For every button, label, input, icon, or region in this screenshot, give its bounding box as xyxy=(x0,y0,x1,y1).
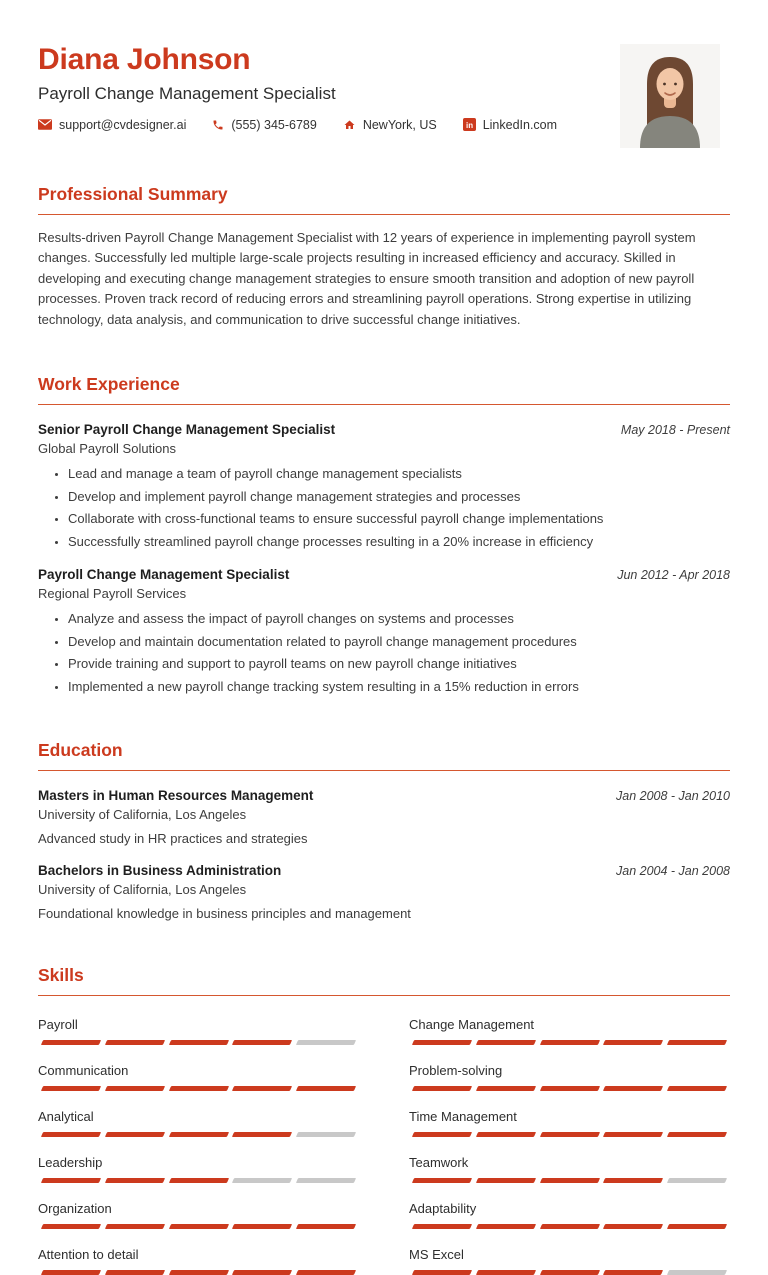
section-summary xyxy=(38,184,730,331)
skill-level-bar xyxy=(38,1270,359,1275)
skill-level-bar xyxy=(409,1086,730,1091)
skill-bar-segment-filled xyxy=(41,1132,101,1137)
skill-bar-segment-filled xyxy=(539,1040,599,1045)
job-dates: Jun 2012 - Apr 2018 xyxy=(617,568,730,583)
skill-name: Teamwork xyxy=(409,1154,469,1170)
skill-bar-segment-empty xyxy=(296,1178,356,1183)
job-bullets xyxy=(38,465,730,550)
skill-level-bar xyxy=(409,1178,730,1183)
skill-name: Attention to detail xyxy=(38,1246,139,1262)
skill-bar-segment-filled xyxy=(539,1270,599,1275)
skill-bar-segment-filled xyxy=(539,1132,599,1137)
skill-level-bar xyxy=(409,1040,730,1045)
bullet-item: • Collaborate with cross-functional teams to ensure successful payroll change implementations xyxy=(68,510,730,528)
skill-bar-segment-filled xyxy=(41,1178,101,1183)
skill-item xyxy=(409,1201,730,1229)
skill-bar-segment-filled xyxy=(476,1040,536,1045)
job-entry xyxy=(38,567,730,695)
skill-bar-segment-filled xyxy=(412,1040,472,1045)
job-title: Senior Payroll Change Management Specialist xyxy=(38,422,336,438)
degree-title: Bachelors in Business Administration xyxy=(38,862,282,878)
contact-email-text: support@cvdesigner.ai xyxy=(59,117,187,132)
skill-name: Payroll xyxy=(38,1016,78,1032)
skill-bar-segment-filled xyxy=(412,1132,472,1137)
skill-bar-segment-filled xyxy=(476,1132,536,1137)
svg-text:in: in xyxy=(465,120,473,130)
skill-item xyxy=(38,1063,359,1091)
skill-bar-segment-filled xyxy=(105,1040,165,1045)
education-dates: Jan 2004 - Jan 2008 xyxy=(616,863,730,878)
skill-bar-segment-filled xyxy=(232,1132,292,1137)
skill-name: Leadership xyxy=(38,1154,103,1170)
section-skills xyxy=(38,965,730,1275)
section-experience xyxy=(38,374,730,695)
skill-bar-segment-filled xyxy=(41,1040,101,1045)
skill-name: Analytical xyxy=(38,1108,94,1124)
contact-location[interactable] xyxy=(343,118,437,132)
skill-bar-segment-filled xyxy=(168,1178,228,1183)
education-heading: Education xyxy=(38,740,730,771)
skills-grid xyxy=(38,999,730,1275)
education-school: University of California, Los Angeles xyxy=(38,881,247,897)
skill-bar-segment-filled xyxy=(168,1040,228,1045)
summary-heading: Professional Summary xyxy=(38,184,730,215)
skill-item xyxy=(38,1017,359,1045)
skill-bar-segment-filled xyxy=(232,1086,292,1091)
skill-bar-segment-filled xyxy=(105,1086,165,1091)
skill-name: MS Excel xyxy=(409,1246,464,1262)
education-dates: Jan 2008 - Jan 2010 xyxy=(616,788,730,803)
bullet-item: • Lead and manage a team of payroll change management specialists xyxy=(68,465,730,483)
skill-bar-segment-filled xyxy=(232,1224,292,1229)
skill-bar-segment-filled xyxy=(168,1270,228,1275)
skill-bar-segment-filled xyxy=(412,1270,472,1275)
skill-bar-segment-filled xyxy=(603,1224,663,1229)
education-note: Advanced study in HR practices and strategies xyxy=(38,830,308,846)
skill-bar-segment-filled xyxy=(232,1270,292,1275)
skill-bar-segment-filled xyxy=(667,1086,727,1091)
education-entry xyxy=(38,863,730,921)
skill-bar-segment-empty xyxy=(296,1132,356,1137)
job-entry xyxy=(38,422,730,550)
skill-bar-segment-filled xyxy=(539,1086,599,1091)
education-school: University of California, Los Angeles xyxy=(38,806,247,822)
education-entry xyxy=(38,788,730,846)
resume-header xyxy=(38,44,730,132)
skill-bar-segment-filled xyxy=(105,1132,165,1137)
skill-name: Communication xyxy=(38,1062,129,1078)
email-icon xyxy=(38,119,52,130)
skill-bar-segment-empty xyxy=(667,1270,727,1275)
skill-bar-segment-filled xyxy=(603,1040,663,1045)
skill-item xyxy=(38,1155,359,1183)
home-icon xyxy=(343,119,356,131)
profile-photo xyxy=(620,44,720,148)
skill-name: Time Management xyxy=(409,1108,517,1124)
bullet-item: • Successfully streamlined payroll change processes resulting in a 20% increase in efficiency xyxy=(68,533,730,551)
bullet-item: • Analyze and assess the impact of payroll changes on systems and processes xyxy=(68,610,730,628)
skill-bar-segment-filled xyxy=(412,1086,472,1091)
skill-bar-segment-filled xyxy=(476,1178,536,1183)
skill-bar-segment-empty xyxy=(667,1178,727,1183)
skill-bar-segment-filled xyxy=(412,1224,472,1229)
skill-item xyxy=(409,1109,730,1137)
skill-name: Change Management xyxy=(409,1016,535,1032)
job-dates: May 2018 - Present xyxy=(620,423,730,438)
bullet-item: • Develop and implement payroll change management strategies and processes xyxy=(68,488,730,506)
bullet-item: • Develop and maintain documentation related to payroll change management procedures xyxy=(68,633,730,651)
skill-bar-segment-filled xyxy=(667,1224,727,1229)
skill-item xyxy=(38,1201,359,1229)
skill-level-bar xyxy=(409,1224,730,1229)
contact-linkedin-text: LinkedIn.com xyxy=(482,117,558,132)
skill-bar-segment-filled xyxy=(412,1178,472,1183)
skill-bar-segment-filled xyxy=(476,1224,536,1229)
education-note: Foundational knowledge in business principles and management xyxy=(38,905,411,921)
job-company: Regional Payroll Services xyxy=(38,586,187,602)
job-company: Global Payroll Solutions xyxy=(38,441,177,457)
skill-name: Organization xyxy=(38,1200,112,1216)
skill-bar-segment-filled xyxy=(476,1086,536,1091)
section-education xyxy=(38,740,730,921)
skill-level-bar xyxy=(38,1178,359,1183)
skill-level-bar xyxy=(38,1040,359,1045)
skill-level-bar xyxy=(38,1224,359,1229)
education-header xyxy=(38,863,730,878)
skill-bar-segment-filled xyxy=(539,1224,599,1229)
skill-bar-segment-filled xyxy=(667,1132,727,1137)
skill-bar-segment-empty xyxy=(296,1040,356,1045)
skill-level-bar xyxy=(38,1086,359,1091)
skill-item xyxy=(38,1109,359,1137)
skill-bar-segment-empty xyxy=(232,1178,292,1183)
skill-bar-segment-filled xyxy=(41,1086,101,1091)
skill-name: Adaptability xyxy=(409,1200,477,1216)
skill-bar-segment-filled xyxy=(41,1224,101,1229)
candidate-name: Diana Johnson xyxy=(38,43,251,76)
skill-bar-segment-filled xyxy=(603,1270,663,1275)
contact-phone-text: (555) 345-6789 xyxy=(231,117,317,132)
skill-name: Problem-solving xyxy=(409,1062,503,1078)
skill-bar-segment-filled xyxy=(105,1224,165,1229)
skill-bar-segment-filled xyxy=(539,1178,599,1183)
skill-bar-segment-filled xyxy=(603,1178,663,1183)
education-header xyxy=(38,788,730,803)
skill-level-bar xyxy=(409,1132,730,1137)
skills-heading: Skills xyxy=(38,965,730,996)
experience-heading: Work Experience xyxy=(38,374,730,405)
job-bullets xyxy=(38,610,730,695)
contact-linkedin[interactable] xyxy=(463,118,557,132)
contact-email[interactable] xyxy=(38,118,186,132)
skill-bar-segment-filled xyxy=(296,1224,356,1229)
contact-location-text: NewYork, US xyxy=(362,117,437,132)
skill-level-bar xyxy=(38,1132,359,1137)
contact-phone[interactable] xyxy=(212,118,316,132)
skill-bar-segment-filled xyxy=(667,1040,727,1045)
skill-bar-segment-filled xyxy=(105,1270,165,1275)
job-header xyxy=(38,422,730,437)
skill-bar-segment-filled xyxy=(603,1086,663,1091)
skill-bar-segment-filled xyxy=(168,1224,228,1229)
skill-bar-segment-filled xyxy=(105,1178,165,1183)
phone-icon xyxy=(212,119,224,131)
skill-bar-segment-filled xyxy=(603,1132,663,1137)
skill-item xyxy=(409,1063,730,1091)
job-title: Payroll Change Management Specialist xyxy=(38,567,290,583)
candidate-title: Payroll Change Management Specialist xyxy=(38,83,336,103)
summary-text: Results-driven Payroll Change Management Specialist with 12 years of experience in implementing payroll system changes. Successfully led multiple large-scale projects resulting in increased efficiency and accuracy. Skilled in developing and executing change management strategies to ensure smooth transition and adoption of new payroll processes. Proven track record of reducing errors and streamlining payroll operations. Strong expertise in utilizing technology, data analysis, and communication to drive successful change initiatives. xyxy=(38,229,696,327)
skill-item xyxy=(38,1247,359,1275)
skill-bar-segment-filled xyxy=(296,1086,356,1091)
profile-photo-illustration xyxy=(620,44,720,148)
skill-level-bar xyxy=(409,1270,730,1275)
job-header xyxy=(38,567,730,582)
skill-bar-segment-filled xyxy=(168,1132,228,1137)
linkedin-icon xyxy=(463,118,476,131)
skill-item xyxy=(409,1247,730,1275)
skill-bar-segment-filled xyxy=(168,1086,228,1091)
bullet-item: • Implemented a new payroll change tracking system resulting in a 15% reduction in errors xyxy=(68,678,730,696)
skill-bar-segment-filled xyxy=(232,1040,292,1045)
skill-bar-segment-filled xyxy=(41,1270,101,1275)
skill-bar-segment-filled xyxy=(476,1270,536,1275)
skill-bar-segment-filled xyxy=(296,1270,356,1275)
skill-item xyxy=(409,1155,730,1183)
degree-title: Masters in Human Resources Management xyxy=(38,787,314,803)
skill-item xyxy=(409,1017,730,1045)
bullet-item: • Provide training and support to payroll teams on new payroll change initiatives xyxy=(68,655,730,673)
